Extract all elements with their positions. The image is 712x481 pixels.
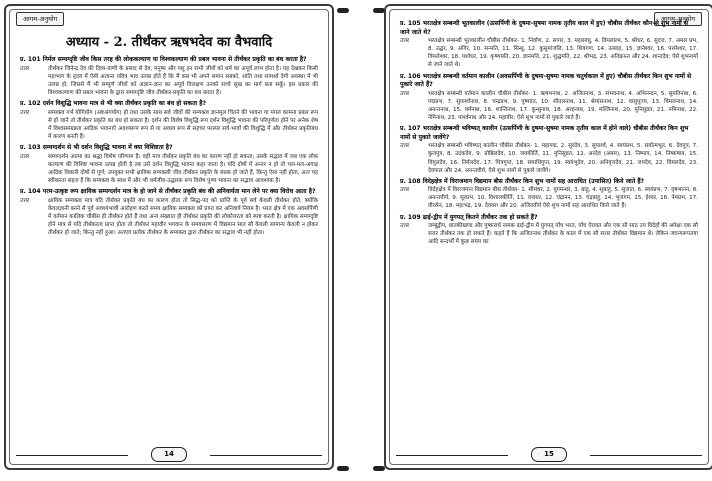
answer [400, 186, 698, 210]
qa-item [400, 73, 698, 123]
qa-item [400, 214, 698, 247]
answer-text: सम्यक्त्व गर्भ योगियोग (अष्टअंगयोग) हो तथा उसके साथ सर्व जीवों की सम्यक्त्व ज्ञानमूल चिंतने की भावना या मंगल कामना प्रबल रूप से हो जाने तो तीर्थंकर प्रकृति का बंध हो सकता है। दर्शन की विशेष विशुद्धि रूप दर्शन विशुद्धि भावना की परिपूर्णता होने पर अनेक शेष में विश्वसमग्रन्नता आदिक भावनाएँ अवश्यरूप रूप से या अव्यय रूप से सहचर परस्पर सर्व-भावों की विशुद्धि में और तीर्थंकर प्रकृतिबंध में कारण बनती हैं। [48, 109, 318, 140]
qa-item [20, 188, 318, 237]
question: प्र. 108 विदेहक्षेत्र में विराजमान विद्यमान बीस तीर्थंकर किन शुभ नामों सह आराधित (उपासित) किये जाते हैं? [400, 177, 645, 185]
page-number: 15 [531, 447, 567, 462]
footer-rule [210, 455, 322, 456]
answer [400, 142, 698, 174]
answer-label: उत्तर [20, 65, 30, 72]
answer-label: उत्तर [20, 197, 30, 204]
question: प्र. 109 ढाई-द्वीप में युगपत् कितने तीर्थंकर तक हो सकते हैं? [400, 213, 538, 221]
chapter-title: अध्याय - 2. तीर्थंकर ऋषभदेव का वैभवादि [65, 35, 273, 50]
answer-text: विदेहक्षेत्र में विराजमान विद्यमान बीस तीर्थंकर- 1. सीमंधर, 2. युगमन्धर, 3. बाहु, 4. सुबाहु, 5. सुजात, 6. स्वयंप्रभ, 7. वृषभानन, 8. अनन्तवीर्य, 9. सूरप्रभ, 10. विशालकीर्ति, 11. वज्रधर, 12. चंद्रानन, 13. चंद्रबाहु, 14. भुजंगम, 15. ईश्वर, 16. नेमप्रभ, 17. वीरसेन, 18. महाभद्र, 19. देवयश और 20. अजितवीर्य ऐसे शुभ नामों सह आराधित किये जाते हैं। [428, 187, 698, 210]
answer [20, 109, 318, 141]
question: प्र. 103 सम्यग्दर्शन से भी दर्शन विशुद्धि भावना में क्या विशिष्टता है? [20, 143, 173, 151]
page-header-tag: आगम-अनुयोग [654, 12, 702, 26]
left-page [4, 4, 334, 470]
answer-text: जम्बूद्वीप, धातकीखण्ड और पुष्करार्ध नामक ढाई-द्वीप में युगपत् पाँच भरत, पाँच ऐरावत और एक सौ साठ उप विदेहों की अपेक्षा एक सौ सत्तर तीर्थंकर तक हो सकते हैं। कहते हैं कि अजितनाथ तीर्थंकर के काल में एक सौ सत्तर तीर्थंकर विद्यमान थे। लेकिन जघन्यरूपतया आदि सन्दर्भों में कुछ समय का [428, 223, 698, 246]
answer-text: भरतक्षेत्र सम्बन्धी भूतकालीन चौबीस तीर्थंकर- 1. निर्वाण, 2. सागर, 3. महासाधु, 4. विमलप्रभ, 5. श्रीधर, 6. सुदत्त, 7. अमल प्रभ, 8. उद्धर, 9. अंगिर, 10. सन्मति, 11. सिन्धु, 12. कुसुमांजलि, 13. शिवगण, 14. उत्साह, 15. ज्ञानेश्वर, 16. परमेश्वर, 17. विमलेश्वर, 18. यशोधर, 19. कृष्णमति, 20. ज्ञानमति, 21. शुद्धमति, 22. श्रीभद्र, 23. अतिक्रान्त और 24. शान्तदेव; ऐसे शुभनामों से जाने जाते थे। [428, 38, 698, 69]
answer-text: क्षायिक सम्यक्त्व मात्र यदि तीर्थंकर प्रकृति बंध का कारण होता तो सिद्ध-पद को प्राप्ति के पूर्व सर्व केवली तीर्थंकर होते, क्योंकि केवलज्ञानी बनने से पूर्व अवश्यंभावी आरोहण करते समय क्षायिक सम्यक्त्व को प्राप्त कर अनिवार्य नियम है। भरत क्षेत्र में एक अवसर्पिणी में वर्तमान कालिक चौबीस ही तीर्थंकर होते हैं तथा अन्य संख्यात ही तीर्थंकर प्रकृति की लोकोत्तरता को स्पष्ट करती है। क्षायिक सम्यग्दृष्टि होने मात्र से यदि तीर्थंकरत्व प्राप्त होता तो तीर्थंकर महावीर भगवान के समवसरण में विद्यमान सात सौ केवली सामान्य केवली न होकर तीर्थंकर हो जाते; किन्तु नहीं हुआ। अतएव प्रत्येक तीर्थंकर के सम्यक्त्व द्वारा तीर्थंकर का सद्भाव भी नहीं होता। [48, 197, 318, 236]
qa-item [400, 20, 698, 70]
answer-text: भरतक्षेत्र सम्बन्धी वर्तमान कालीन चौबीस तीर्थंकर- 1. ऋषभनाथ, 2. अजितनाथ, 3. संभवनाथ, 4. अभिनन्दन, 5. सुमतिनाथ, 6. पद्मप्रभ, 7. सुपार्श्वनाथ, 8. चन्द्रप्रभ, 9. पुष्पदंत, 10. शीतलनाथ, 11. श्रेयांसनाथ, 12. वासुपूज्य, 13. विमलनाथ, 14. अनन्तनाथ, 15. धर्मनाथ, 16. शान्तिनाथ, 17. कुन्थुनाथ, 18. अरहनाथ, 19. मल्लिनाथ, 20. मुनिसुव्रत, 21. नमिनाथ, 22. नेमिनाथ, 23. पार्श्वनाथ और 24. महावीर; ऐसे शुभ नामों से पुकारे जाते हैं। [428, 90, 698, 122]
page-number: 14 [151, 447, 187, 462]
qa-item [400, 125, 698, 175]
answer-label: उत्तर [400, 38, 410, 45]
answer [400, 222, 698, 246]
footer-rule [590, 455, 702, 456]
answer-label: उत्तर [400, 143, 410, 150]
binding-clip [373, 466, 385, 471]
answer-text: भरतक्षेत्र सम्बन्धी भविष्यत् कालीन चौबीस तीर्थंकर- 1. महापद्म, 2. सुरदेव, 3. सुपार्श्व, 4. स्वयंप्रभ, 5. सर्वात्मभूत, 6. देवपुत्र, 7. कुलपुत्र, 8. उदंकदेव, 9. प्रोष्ठिलदेव, 10. जयकीर्ति, 11. मुनिसुव्रत, 12. अरदेव (अमम), 13. निष्पाप, 14. निष्कषाय, 15. विपुलदेव, 16. निर्मलदेव, 17. चित्रगुप्त, 18. समाधिगुप्त, 19. स्वयंभूदेव, 20. अनिवृत्तदेव, 21. जयदेव, 22. विमलदेव, 23. देवपाल और 24. अनन्तवीर्य, ऐसे शुभ नामों से पुकारे जावेंगे। [428, 143, 698, 174]
footer-rule [16, 455, 128, 456]
answer [400, 90, 698, 122]
answer [20, 65, 318, 97]
answer-label: उत्तर [20, 153, 30, 160]
question: प्र. 104 परम-उत्कृष्ट रूप क्षायिक सम्यग्दर्शन मात्र के हो जाने से तीर्थंकर प्रकृति बंध की अनिवार्यता मान लेने पर क्या विरोध आता है? [20, 187, 316, 195]
qa-list [400, 20, 698, 249]
answer-text: तीर्थंकर जिनेन्द्र देव की दिव्य-वाणी के प्रसाद से देव, मनुष्य और पशु इन सभी जीवों को धर्म का अपूर्व लाभ होता है। यह देखकर किसी महाभाग के हृदय में ऐसी अत्यन्त पवित्र भाव उत्पन्न होते हैं कि मैं कब भी अपने समान सबको, शांति तथा सामर्थ्य देगी अवस्था में भी उत्पन्न हो, जिससे मैं भी सम्पूर्ण जीवों को अज्ञान-ज्ञान का अपूर्व विलक्षण उनको सच्चे सुख का मार्ग बता सकूँ। इस प्रकार की विश्वकल्याण की प्रबल भावना के द्वारा सम्यग्दृष्टि जीव तीर्थंकर-प्रकृति का बंध करता है। [48, 65, 318, 96]
answer-label: उत्तर [400, 223, 410, 230]
footer-rule [396, 455, 508, 456]
question: प्र. 107 भरतक्षेत्र सम्बन्धी भविष्यत् कालीन (उत्सर्पिणी के दुषमा-सुषमा नामक तृतीय काल में होने वाले) चौबीस तीर्थंकर किन शुभ नामों से पुकारे जावेंगे? [400, 125, 689, 141]
question: प्र. 102 दर्शन विशुद्धि भावना मात्र से भी क्या तीर्थंकर प्रकृति का बंध हो सकता है? [20, 99, 207, 107]
answer [400, 37, 698, 69]
question: प्र. 106 भरतक्षेत्र सम्बन्धी वर्तमान कालीन (अवसर्पिणी के दुषमा-सुषमा नामक चतुर्थकाल में हुए) चौबीस तीर्थंकर किन शुभ नामों से पुकारे जाते हैं? [400, 72, 692, 89]
answer-label: उत्तर [20, 109, 30, 116]
page-header-tag: आगम-अनुयोग [16, 12, 64, 26]
qa-item [20, 144, 318, 185]
binding-clip [337, 8, 349, 13]
qa-item [400, 178, 698, 211]
question: प्र. 105 भरतक्षेत्र सम्बन्धी भूतकालीन (उत्सर्पिणी के दुषमा-सुषमा नामक तृतीय काल में हुए) चौबीस तीर्थंकर कौन-से शुभ नामों से जाने जाते थे? [400, 20, 688, 36]
qa-list [20, 56, 318, 240]
question: प्र. 101 निर्मल सम्यग्दृष्टि जीव किस तरह की लोककल्याण या विश्वकल्याण की प्रबल भावना से तीर्थंकर प्रकृति का बंध करता है? [20, 56, 307, 63]
binding-clip [337, 466, 349, 471]
answer-label: उत्तर [400, 187, 410, 194]
qa-item [20, 100, 318, 141]
qa-item [20, 56, 318, 97]
book-spine-gap [338, 0, 384, 481]
answer [20, 197, 318, 237]
answer-text: सम्यग्दर्शन आत्मा का श्रद्धा विशेष परिणाम है। वही मात्र तीर्थंकर प्रकृति बंध का कारण नहीं हो सकता; उसके सद्भाव में जब एक लोक कल्याण की विशिष्ट भावना उत्पन्न होती है तब उसे दर्शन विशुद्धि भावना कहा जाता है। यदि दोषों में अन्तर न हो तो चल-मल-अगाढ़ आदिक विकारी दोषों से पूर्ण; उपयुक्त सभी क्षायिक सम्यक्त्वी जीव तीर्थंकर प्रकृति के बंधक हो जाते हैं, किन्तु ऐसा नहीं होता, अतः यह स्वीकरता सहज है कि सम्यक्त्व के साथ में और भी धर्मजीव-उद्धारक रूप विशेष पुण्य भावना का सद्भाव आवश्यक है। [48, 153, 318, 184]
right-page [384, 4, 712, 470]
answer-label: उत्तर [400, 90, 410, 97]
answer [20, 153, 318, 185]
